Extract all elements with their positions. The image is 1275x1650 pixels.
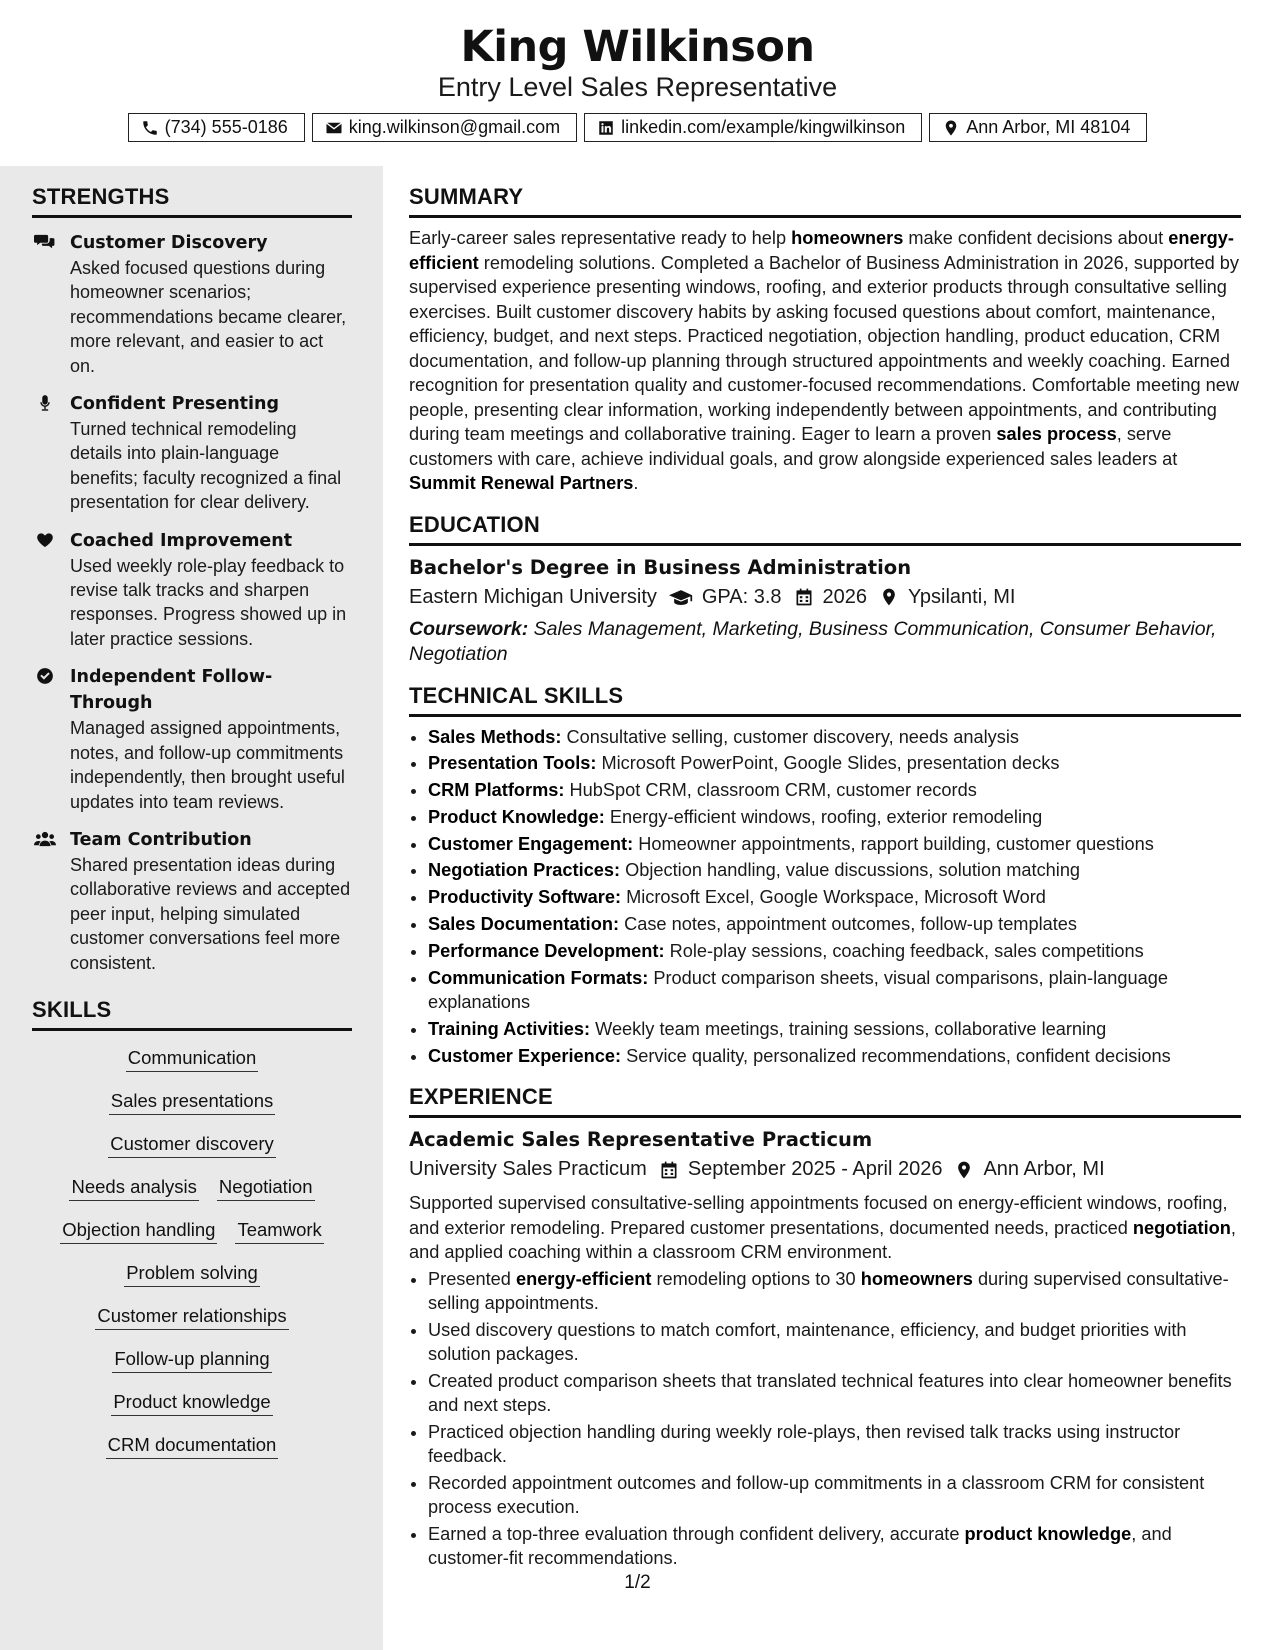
map-pin-icon — [954, 1160, 974, 1180]
contact-location — [929, 113, 1147, 142]
text-run: , serve customers with care, achieve individual goals, and grow alongside experienced sales leaders at — [409, 424, 1178, 469]
degree-title: Bachelor's Degree in Business Administration — [409, 555, 912, 579]
experience-heading: EXPERIENCE — [409, 1084, 1241, 1118]
experience-bullet — [428, 1471, 1241, 1520]
skill-category: Negotiation Practices: — [428, 860, 621, 881]
skill-values: Product comparison sheets, visual comparisons, plain-language explanations — [428, 967, 1168, 1013]
experience-bullets — [409, 1267, 1241, 1571]
technical-skill-item — [428, 966, 1241, 1015]
strength-title: Customer Discovery — [70, 233, 268, 253]
skill-row — [32, 1217, 352, 1244]
skill-tag: CRM documentation — [106, 1432, 279, 1459]
bold-phrase: energy-efficient — [515, 1268, 652, 1289]
job-title-heading: Entry Level Sales Representative — [437, 72, 838, 102]
technical-skills-heading: TECHNICAL SKILLS — [409, 683, 1241, 717]
map-pin-icon — [879, 587, 899, 607]
main-content — [409, 166, 1241, 1573]
envelope-icon — [325, 119, 343, 137]
skill-tag: Follow-up planning — [112, 1346, 271, 1373]
coursework — [409, 617, 1241, 667]
skill-category: Customer Experience: — [428, 1045, 622, 1066]
skill-tag: Sales presentations — [109, 1088, 276, 1115]
users-icon — [34, 829, 56, 849]
sidebar — [0, 166, 383, 1650]
contact-linkedin[interactable] — [584, 113, 922, 142]
technical-skill-item — [428, 778, 1241, 803]
strength-title: Independent Follow-Through — [70, 667, 273, 714]
heart-icon — [34, 530, 56, 550]
skill-values: HubSpot CRM, classroom CRM, customer records — [569, 780, 977, 801]
strength-item — [32, 827, 352, 975]
skill-values: Microsoft Excel, Google Workspace, Microsoft Word — [626, 887, 1046, 908]
skill-row — [32, 1346, 352, 1373]
strength-title: Confident Presenting — [70, 394, 280, 415]
coursework-label: Coursework: — [409, 617, 529, 640]
skill-tag: Negotiation — [217, 1174, 315, 1201]
text-run: Created product comparison sheets that translated technical features into clear homeowner benefits and next steps. — [428, 1370, 1232, 1416]
text-run: Recorded appointment outcomes and follow-up commitments in a classroom CRM for consistent process execution. — [428, 1472, 1205, 1518]
technical-skill-item — [428, 858, 1241, 883]
skill-tag: Product knowledge — [111, 1389, 272, 1416]
bold-phrase: homeowners — [860, 1268, 973, 1289]
contact-email[interactable] — [312, 113, 577, 142]
skill-category: Communication Formats: — [428, 967, 649, 988]
experience-bullet — [428, 1420, 1241, 1469]
strength-description: Turned technical remodeling details into plain-language benefits; faculty recognized a final presentation for clear delivery. — [70, 419, 342, 513]
skill-values: Role-play sessions, coaching feedback, sales competitions — [669, 940, 1144, 961]
strengths-list — [32, 230, 352, 975]
text-run: remodeling solutions. Completed a Bachelor of Business Administration in 2026, supported by supervised experience presenting windows, roofing, and exterior products through consultative selling exercises. Built customer discovery habits by asking focused questions about comfort, maintenance, efficiency, budget, and next steps. Practiced negotiation, objection handling, product education, CRM documentation, and follow-up planning through structured appointments and weekly coaching. Earned recognition for presentation quality and customer-focused recommendations. Comfortable meeting new people, presenting clear information, working independently between appointments, and contributing during team meetings and collaborative training. Eager to learn a proven — [409, 252, 1240, 444]
text-run: , and applied coaching within a classroom CRM environment. — [409, 1217, 1236, 1263]
comments-icon — [34, 232, 56, 252]
resume-header — [0, 0, 1275, 166]
coursework-list: Sales Management, Marketing, Business Communication, Consumer Behavior, Negotiation — [409, 617, 1217, 665]
graduation-cap-icon — [669, 587, 693, 607]
text-run: make confident decisions about — [903, 228, 1169, 248]
bold-phrase: homeowners — [791, 228, 904, 248]
school-name: Eastern Michigan University — [409, 585, 657, 608]
experience-bullet — [428, 1267, 1241, 1316]
technical-skill-item — [428, 1044, 1241, 1069]
skill-values: Homeowner appointments, rapport building, customer questions — [638, 833, 1154, 854]
skills-heading: SKILLS — [32, 997, 352, 1031]
bold-phrase: sales process — [996, 424, 1117, 444]
gpa-text: GPA: 3.8 — [701, 585, 782, 608]
candidate-name: King Wilkinson — [460, 22, 815, 72]
skill-row — [32, 1303, 352, 1330]
skill-row — [32, 1045, 352, 1072]
skill-values: Weekly team meetings, training sessions, collaborative learning — [595, 1018, 1107, 1039]
education-meta — [409, 582, 1241, 613]
technical-skill-item — [428, 725, 1241, 750]
skill-values: Objection handling, value discussions, solution matching — [625, 860, 1081, 881]
calendar-icon — [659, 1160, 679, 1180]
summary-heading: SUMMARY — [409, 184, 1241, 218]
strength-description: Asked focused questions during homeowner scenarios; recommendations became clearer, more relevant, and easier to act on. — [70, 258, 347, 376]
skill-values: Service quality, personalized recommendations, confident decisions — [626, 1045, 1171, 1066]
text-run: Presented — [428, 1268, 516, 1289]
experience-location: Ann Arbor, MI — [983, 1158, 1105, 1181]
technical-skill-item — [428, 1017, 1241, 1042]
strength-description: Used weekly role-play feedback to revise talk tracks and sharpen responses. Progress showed up in later practice sessions. — [70, 555, 347, 649]
skill-tag: Communication — [126, 1045, 259, 1072]
contact-bar — [0, 113, 1275, 142]
skill-category: Productivity Software: — [428, 887, 622, 908]
text-run: remodeling options to 30 — [651, 1268, 861, 1289]
map-pin-icon — [942, 119, 960, 137]
skill-values: Energy-efficient windows, roofing, exterior remodeling — [609, 806, 1043, 827]
skill-category: Performance Development: — [428, 940, 665, 961]
skill-row — [32, 1432, 352, 1459]
technical-skill-item — [428, 832, 1241, 857]
skill-tag: Problem solving — [124, 1260, 260, 1287]
technical-skill-item — [428, 751, 1241, 776]
bold-phrase: Summit Renewal Partners — [409, 473, 634, 493]
skill-category: Sales Documentation: — [428, 914, 620, 935]
check-circle-icon — [34, 666, 56, 686]
experience-bullet — [428, 1522, 1241, 1571]
strength-item — [32, 528, 352, 652]
text-run: Early-career sales representative ready to help — [409, 228, 792, 248]
text-run: Practiced objection handling during weekly role-plays, then revised talk tracks using instructor feedback. — [428, 1421, 1181, 1467]
school-location: Ypsilanti, MI — [908, 585, 1016, 608]
education-heading: EDUCATION — [409, 512, 1241, 546]
calendar-icon — [794, 587, 814, 607]
strength-description: Shared presentation ideas during collaborative reviews and accepted peer input, helping simulated customer conversations feel more consistent. — [70, 854, 351, 973]
technical-skill-item — [428, 912, 1241, 937]
text-run: Earned a top-three evaluation through confident delivery, accurate — [428, 1523, 965, 1544]
experience-bullet — [428, 1369, 1241, 1418]
text-run: Used discovery questions to match comfort, maintenance, efficiency, and budget priorities with solution packages. — [428, 1319, 1187, 1365]
experience-summary — [409, 1191, 1241, 1265]
organization-name: University Sales Practicum — [409, 1158, 647, 1181]
email-text: king.wilkinson@gmail.com — [348, 117, 561, 137]
bold-phrase: energy-efficient — [409, 228, 1234, 273]
technical-skill-item — [428, 939, 1241, 964]
skill-category: CRM Platforms: — [428, 780, 565, 801]
bold-phrase: negotiation — [1132, 1217, 1231, 1238]
skill-tag: Teamwork — [235, 1217, 323, 1244]
strengths-heading: STRENGTHS — [32, 184, 352, 218]
linkedin-icon — [597, 119, 615, 137]
strength-title: Coached Improvement — [70, 530, 293, 551]
skill-values: Case notes, appointment outcomes, follow-up templates — [624, 914, 1077, 935]
bold-phrase: product knowledge — [964, 1523, 1132, 1544]
technical-skill-item — [428, 805, 1241, 830]
skill-row — [32, 1131, 352, 1158]
graduation-year: 2026 — [822, 585, 868, 608]
skill-tag: Objection handling — [60, 1217, 217, 1244]
text-run: Supported supervised consultative-selling appointments focused on energy-efficient windows, roofing, and exterior remodeling. Prepared customer presentations, documented needs, practiced — [409, 1193, 1228, 1238]
technical-skills-list — [409, 725, 1241, 1069]
experience-dates: September 2025 - April 2026 — [687, 1158, 943, 1181]
text-run: . — [633, 473, 639, 493]
location-text: Ann Arbor, MI 48104 — [966, 117, 1131, 137]
text-run: during supervised consultative-selling appointments. — [428, 1268, 1229, 1314]
skill-row — [32, 1260, 352, 1287]
skill-tag: Needs analysis — [69, 1174, 198, 1201]
skill-category: Presentation Tools: — [428, 753, 597, 774]
skill-tag: Customer discovery — [108, 1131, 275, 1158]
text-run: , and customer-fit recommendations. — [428, 1523, 1172, 1569]
experience-meta — [409, 1154, 1241, 1185]
skill-values: Microsoft PowerPoint, Google Slides, presentation decks — [601, 753, 1060, 774]
strength-item — [32, 391, 352, 515]
experience-bullet — [428, 1318, 1241, 1367]
phone-icon — [141, 119, 159, 137]
strength-item — [32, 230, 352, 378]
skill-category: Product Knowledge: — [428, 806, 605, 827]
linkedin-text: linkedin.com/example/kingwilkinson — [621, 117, 906, 137]
contact-phone[interactable] — [128, 113, 305, 142]
skill-category: Training Activities: — [428, 1018, 591, 1039]
skill-row — [32, 1088, 352, 1115]
skill-row — [32, 1174, 352, 1201]
page-number: 1/2 — [624, 1572, 651, 1593]
strength-title: Team Contribution — [70, 829, 252, 850]
experience-job-title: Academic Sales Representative Practicum — [409, 1128, 873, 1152]
skills-list — [32, 1043, 352, 1459]
strength-item — [32, 664, 352, 814]
technical-skill-item — [428, 885, 1241, 910]
strength-description: Managed assigned appointments, notes, and follow-up commitments independently, then brought useful updates into team reviews. — [70, 718, 345, 812]
summary-text — [409, 226, 1241, 496]
skill-row — [32, 1389, 352, 1416]
skill-category: Sales Methods: — [428, 726, 562, 747]
phone-text: (734) 555-0186 — [164, 117, 288, 137]
skill-values: Consultative selling, customer discovery, needs analysis — [566, 726, 1020, 747]
microphone-icon — [34, 393, 56, 413]
skill-tag: Customer relationships — [95, 1303, 288, 1330]
skill-category: Customer Engagement: — [428, 833, 634, 854]
